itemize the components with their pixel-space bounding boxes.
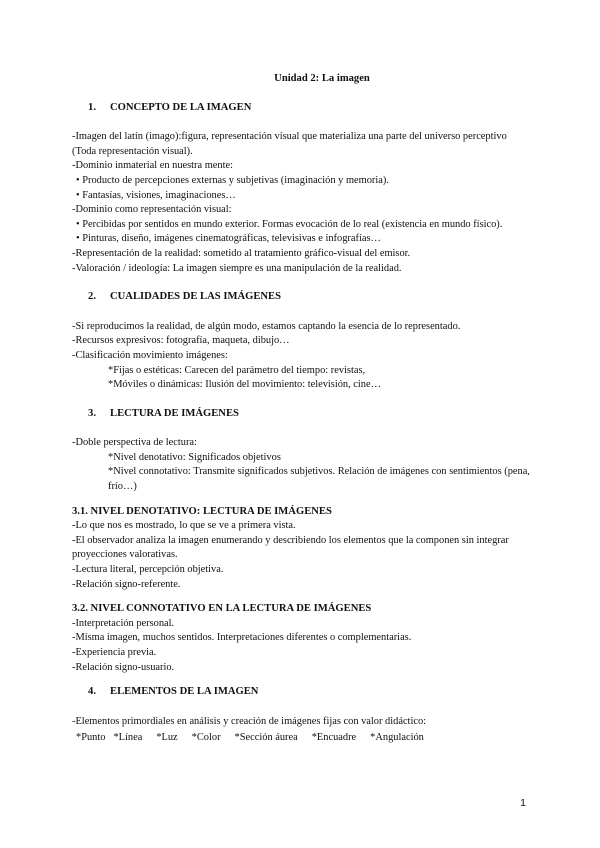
s31-line-3: -Relación signo-referente. — [72, 578, 181, 590]
s32-line-3: -Relación signo-usuario. — [72, 661, 175, 673]
s1-line-5: • Percibidas por sentidos en mundo exterior. Formas evocación de lo real (existencia en mundo físico). — [76, 218, 503, 230]
s1-line-4: -Dominio como representación visual: — [72, 204, 232, 216]
s2-indented-0: *Fijas o estéticas: Carecen del parámetro del tiempo: revistas, — [108, 364, 366, 376]
spacer — [72, 393, 532, 407]
spacer — [72, 276, 532, 290]
section-3-2-heading: 3.2. NIVEL CONNOTATIVO EN LA LECTURA DE IMÁGENES — [72, 603, 372, 615]
element-item: *Línea — [113, 732, 143, 744]
s1-line-0: -Imagen del latín (imago):figura, representación visual que materializa una parte del universo perceptivo (Toda representación visual). — [72, 131, 507, 157]
s1-line-8: -Valoración / ideología: La imagen siempre es una manipulación de la realidad. — [72, 262, 402, 274]
s2-indented-1: *Móviles o dinámicas: Ilusión del movimiento: televisión, cine… — [108, 379, 382, 391]
s31-line-0: -Lo que nos es mostrado, lo que se ve a primera vista. — [72, 520, 296, 532]
s2-line-1: -Recursos expresivos: fotografía, maqueta, dibujo… — [72, 335, 290, 347]
s3-indented-0: *Nivel denotativo: Significados objetivos — [108, 451, 281, 463]
s1-line-7: -Representación de la realidad: sometido al tratamiento gráfico-visual del emisor. — [72, 247, 411, 259]
element-item: *Punto — [76, 732, 106, 744]
section-2-heading — [72, 290, 532, 305]
page-number: 1 — [520, 797, 526, 809]
section-3-heading — [72, 407, 532, 422]
section-1-title: CONCEPTO DE LA IMAGEN — [110, 101, 252, 113]
section-1-heading — [72, 101, 532, 116]
spacer — [72, 592, 532, 602]
document-body — [72, 72, 532, 746]
s32-line-2: -Experiencia previa. — [72, 647, 157, 658]
s1-line-2: • Producto de percepciones externas y subjetivas (imaginación y memoria). — [76, 174, 389, 186]
s3-line-0: -Doble perspectiva de lectura: — [72, 437, 197, 449]
image-elements-list — [72, 731, 532, 746]
section-4-heading — [72, 685, 532, 700]
s32-line-0: -Interpretación personal. — [72, 617, 175, 629]
s1-line-1: -Dominio inmaterial en nuestra mente: — [72, 160, 234, 172]
section-2-number: 2. — [88, 291, 96, 303]
s2-line-2: -Clasificación movimiento imágenes: — [72, 349, 228, 361]
s2-line-0: -Si reproducimos la realidad, de algún modo, estamos captando la esencia de lo representado. — [72, 320, 461, 332]
section-4-number: 4. — [88, 686, 96, 698]
s31-line-1: -El observador analiza la imagen enumerando y describiendo los elementos que la componen sin integrar proyecciones valorativas. — [72, 534, 509, 561]
element-item: *Luz — [156, 732, 178, 744]
document-title: Unidad 2: La imagen — [274, 73, 370, 84]
element-item: *Angulación — [370, 732, 424, 744]
s1-line-6: • Pinturas, diseño, imágenes cinematográficas, televisivas e infografías… — [76, 233, 381, 245]
s1-line-3: • Fantasías, visiones, imaginaciones… — [76, 189, 236, 201]
s3-indented-1: *Nivel connotativo: Transmite significados subjetivos. Relación de imágenes con sentimientos (pena, frío…) — [108, 466, 530, 493]
section-3-1-heading: 3.1. NIVEL DENOTATIVO: LECTURA DE IMÁGENES — [72, 505, 332, 517]
s31-line-2: -Lectura literal, percepción objetiva. — [72, 564, 224, 576]
element-item: *Color — [191, 732, 221, 744]
spacer — [72, 495, 532, 505]
section-3-title: LECTURA DE IMÁGENES — [110, 407, 239, 419]
section-1-number: 1. — [88, 101, 96, 113]
spacer — [72, 675, 532, 685]
element-item: *Sección áurea — [234, 732, 298, 744]
s4-line-0: -Elementos primordiales en análisis y creación de imágenes fijas con valor didáctico: — [72, 715, 427, 727]
s32-line-1: -Misma imagen, muchos sentidos. Interpretaciones diferentes o complementarias. — [72, 632, 412, 644]
element-item: *Encuadre — [311, 732, 357, 744]
section-4-title: ELEMENTOS DE LA IMAGEN — [110, 686, 259, 698]
section-3-number: 3. — [88, 407, 96, 419]
section-2-title: CUALIDADES DE LAS IMÁGENES — [110, 291, 282, 303]
